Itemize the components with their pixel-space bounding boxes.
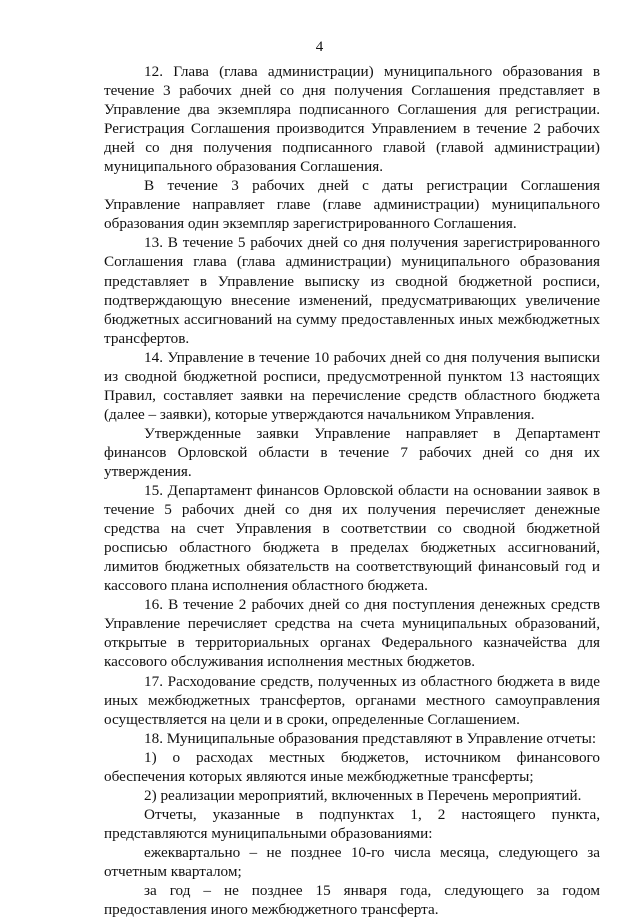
paragraph-13: 13. В течение 5 рабочих дней со дня получения зарегистрированного Соглашения глава (глава администрации) муниципального образования представляет в Управление выписку из сводной бюджетной росписи, подтверждающую внесение изменений, предусматривающих увеличение бюджетных ассигнований на сумму предоставленных иных межбюджетных трансфертов. (104, 234, 600, 347)
paragraph-14: 14. Управление в течение 10 рабочих дней со дня получения выписки из сводной бюджетной росписи, предусмотренной пунктом 13 настоящих Правил, составляет заявки на перечисление средств областного бюджета (далее – заявки), которые утверждаются начальником Управления. (104, 348, 600, 423)
paragraph-12: 12. Глава (глава администрации) муниципального образования в течение 3 рабочих дней со дня получения Соглашения представляет в Управление два экземпляра подписанного Соглашения для регистрации. Регистрация Соглашения производится Управлением в течение 2 рабочих дней со дня получения подписанного главой (главой администрации) муниципального образования Соглашения. (104, 63, 600, 176)
paragraph-14-approved-requests: Утвержденные заявки Управление направляет в Департамент финансов Орловской области в течение 7 рабочих дней со дня их утверждения. (104, 424, 600, 480)
paragraph-quarterly: ежеквартально – не позднее 10-го числа месяца, следующего за отчетным кварталом; (104, 843, 600, 880)
paragraph-15: 15. Департамент финансов Орловской области на основании заявок в течение 5 рабочих дней со дня их получения перечисляет денежные средства на счет Управления в соответствии со сводной бюджетной росписью областного бюджета в пределах бюджетных ассигнований, лимитов бюджетных обязательств на соответствующий финансовый год и кассового плана исполнения областного бюджета. (104, 482, 600, 595)
paragraph-annual: за год – не позднее 15 января года, следующего за годом предоставления иного межбюджетного трансферта. (104, 882, 600, 919)
paragraph-12-registration: В течение 3 рабочих дней с даты регистрации Соглашения Управление направляет главе (главе администрации) муниципального образования один экземпляр зарегистрированного Соглашения. (104, 177, 600, 233)
paragraph-17: 17. Расходование средств, полученных из областного бюджета в виде иных межбюджетных трансфертов, органами местного самоуправления осуществляется на цели и в сроки, определенные Соглашением. (104, 672, 600, 728)
paragraph-reports: Отчеты, указанные в подпунктах 1, 2 настоящего пункта, представляются муниципальными образованиями: (104, 805, 600, 842)
paragraph-18: 18. Муниципальные образования представляют в Управление отчеты: (144, 729, 597, 747)
paragraph-16: 16. В течение 2 рабочих дней со дня поступления денежных средств Управление перечисляет средства на счета муниципальных образований, открытые в территориальных органах Федерального казначейства для кассового обслуживания исполнения местных бюджетов. (104, 596, 600, 671)
document-body (104, 62, 600, 919)
paragraph-18-item-2: 2) реализации мероприятий, включенных в Перечень мероприятий. (144, 786, 582, 804)
page-number: 4 (315, 39, 324, 55)
paragraph-18-item-1: 1) о расходах местных бюджетов, источником финансового обеспечения которых являются иные межбюджетные трансферты; (104, 748, 600, 785)
